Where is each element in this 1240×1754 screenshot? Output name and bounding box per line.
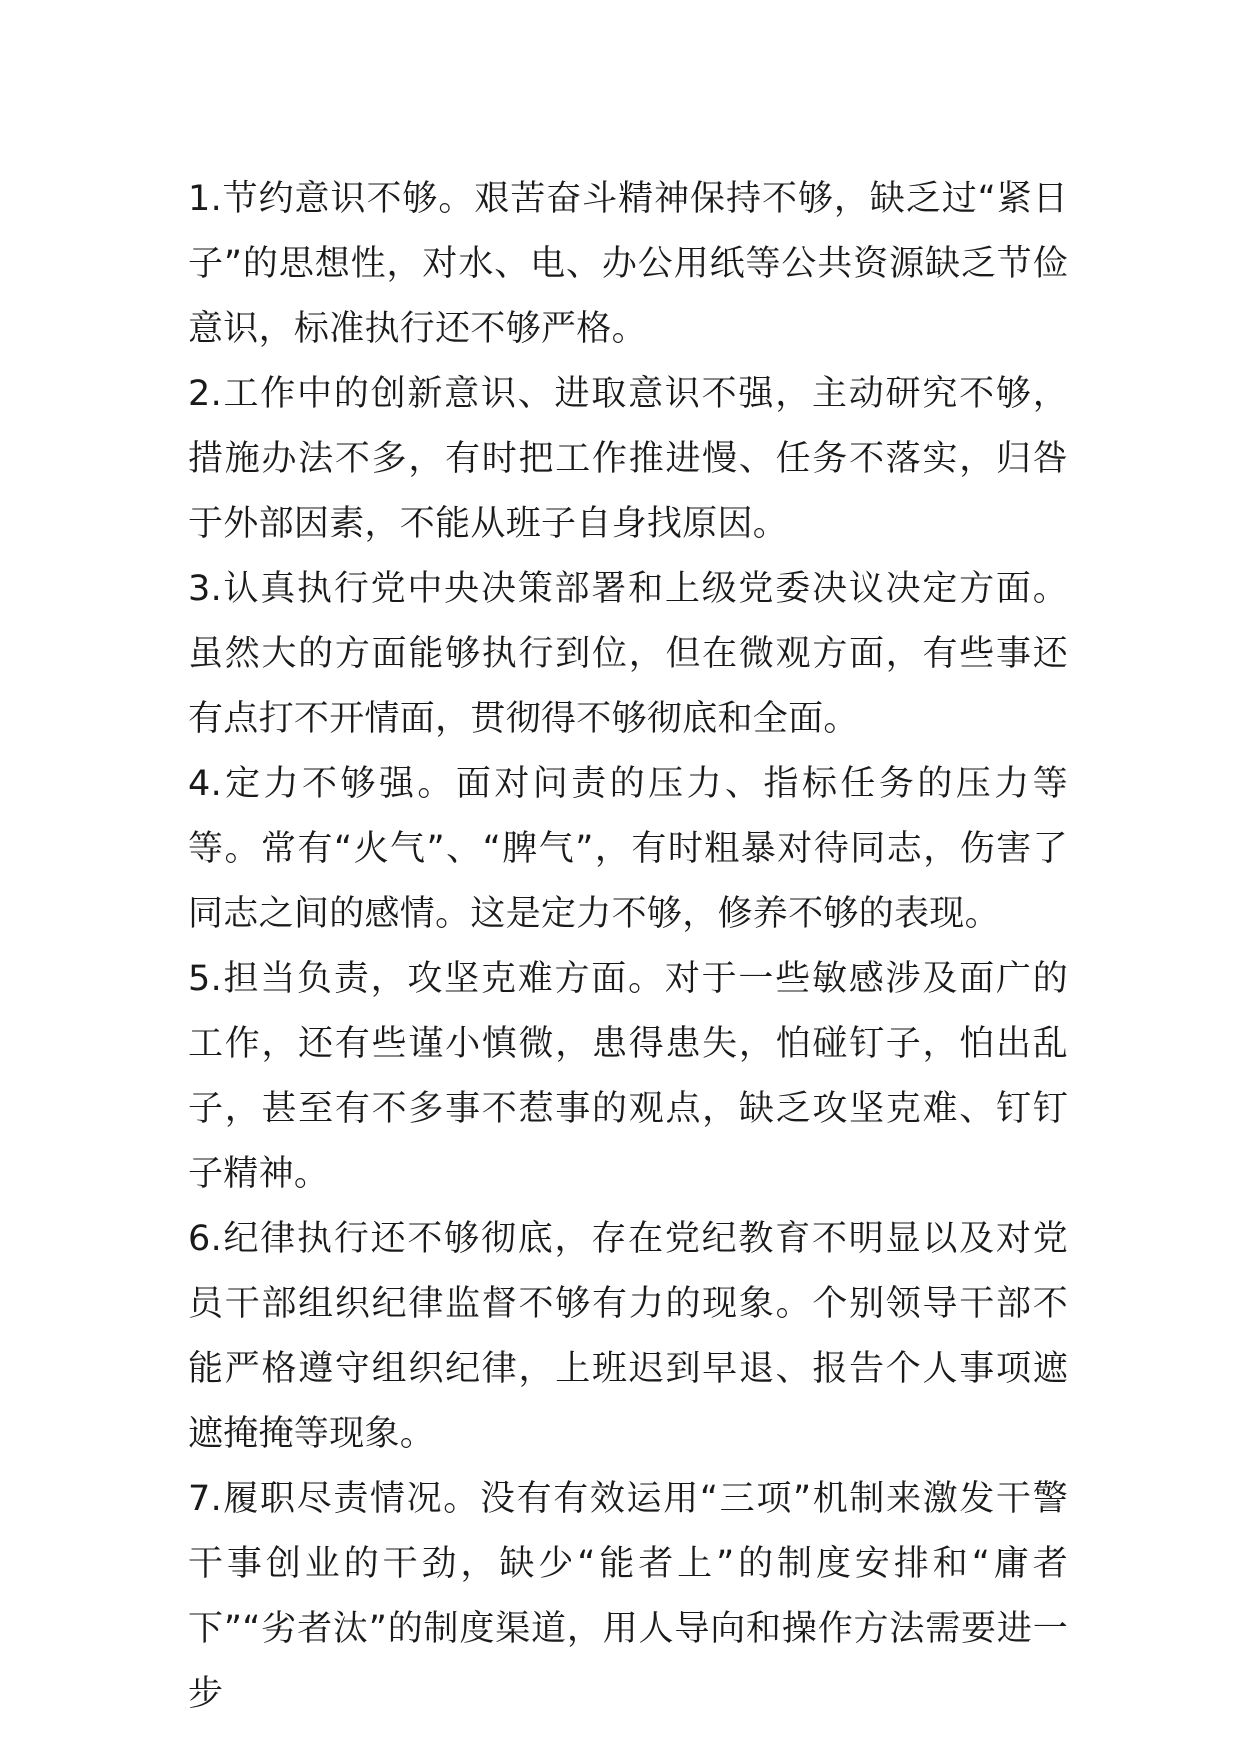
paragraph-item-2: 2.工作中的创新意识、进取意识不强，主动研究不够，措施办法不多，有时把工作推进慢、任务不落实，归咎于外部因素，不能从班子自身找原因。	[188, 374, 1068, 544]
paragraph-item-4: 4.定力不够强。面对问责的压力、指标任务的压力等等。常有“火气”、“脾气”，有时粗暴对待同志，伤害了同志之间的感情。这是定力不够，修养不够的表现。	[188, 764, 1068, 934]
paragraph-item-7: 7.履职尽责情况。没有有效运用“三项”机制来激发干警干事创业的干劲，缺少“能者上”的制度安排和“庸者下”“劣者汰”的制度渠道，用人导向和操作方法需要进一步	[188, 1479, 1068, 1714]
paragraph-item-6: 6.纪律执行还不够彻底，存在党纪教育不明显以及对党员干部组织纪律监督不够有力的现象。个别领导干部不能严格遵守组织纪律，上班迟到早退、报告个人事项遮遮掩掩等现象。	[188, 1219, 1068, 1454]
document-body	[188, 167, 1068, 1727]
paragraph-item-3: 3.认真执行党中央决策部署和上级党委决议决定方面。虽然大的方面能够执行到位，但在微观方面，有些事还有点打不开情面，贯彻得不够彻底和全面。	[188, 569, 1068, 739]
paragraph-item-1: 1.节约意识不够。艰苦奋斗精神保持不够，缺乏过“紧日子”的思想性，对水、电、办公用纸等公共资源缺乏节俭意识，标准执行还不够严格。	[188, 179, 1068, 349]
paragraph-item-5: 5.担当负责，攻坚克难方面。对于一些敏感涉及面广的工作，还有些谨小慎微，患得患失，怕碰钉子，怕出乱子，甚至有不多事不惹事的观点，缺乏攻坚克难、钉钉子精神。	[188, 959, 1068, 1194]
